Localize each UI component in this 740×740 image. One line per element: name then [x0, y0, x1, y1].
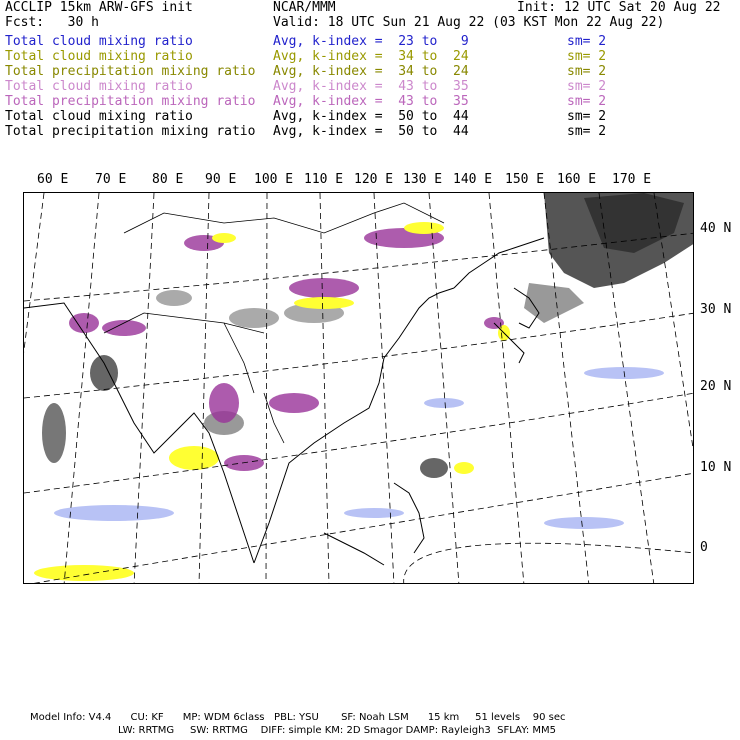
forecast-hour: Fcst: 30 h — [5, 15, 99, 30]
lon-label: 110 E — [304, 172, 344, 187]
legend-range: Avg, k-index = 50 to 44 — [273, 124, 469, 139]
legend-range: Avg, k-index = 50 to 44 — [273, 109, 469, 124]
lon-label: 130 E — [403, 172, 443, 187]
legend-field: Total precipitation mixing ratio — [5, 64, 256, 79]
lat-label: 0 — [700, 540, 708, 555]
legend-field: Total cloud mixing ratio — [5, 109, 193, 124]
lon-label: 160 E — [557, 172, 597, 187]
init-time: Init: 12 UTC Sat 20 Aug 22 — [517, 0, 721, 15]
purple-precip-shading — [69, 228, 504, 471]
lat-label: 40 N — [700, 221, 732, 236]
legend-field: Total cloud mixing ratio — [5, 34, 193, 49]
model-info-line1: Model Info: V4.4 CU: KF MP: WDM 6class PBL: YSU SF: Noah LSM 15 km 51 levels 90 sec — [30, 712, 566, 723]
map-canvas — [24, 193, 694, 584]
legend-sm: sm= 2 — [567, 34, 607, 49]
lon-label: 150 E — [505, 172, 545, 187]
lon-label: 90 E — [205, 172, 237, 187]
legend-range: Avg, k-index = 43 to 35 — [273, 94, 469, 109]
lon-label: 120 E — [354, 172, 394, 187]
blue-cloud-shading — [54, 367, 664, 529]
model-title: ACCLIP 15km ARW-GFS init — [5, 0, 193, 15]
legend-range: Avg, k-index = 43 to 35 — [273, 79, 469, 94]
lon-label: 140 E — [453, 172, 493, 187]
valid-time: Valid: 18 UTC Sun 21 Aug 22 (03 KST Mon 22 Aug 22) — [273, 15, 665, 30]
legend-sm: sm= 2 — [567, 94, 607, 109]
org-label: NCAR/MMM — [273, 0, 336, 15]
lon-label: 80 E — [152, 172, 184, 187]
legend-sm: sm= 2 — [567, 109, 607, 124]
legend-sm: sm= 2 — [567, 79, 607, 94]
legend-field: Total precipitation mixing ratio — [5, 94, 256, 109]
lon-label: 60 E — [37, 172, 69, 187]
legend-sm: sm= 2 — [567, 49, 607, 64]
lon-label: 170 E — [612, 172, 652, 187]
lon-label: 70 E — [95, 172, 127, 187]
legend-field: Total cloud mixing ratio — [5, 49, 193, 64]
legend-range: Avg, k-index = 23 to 9 — [273, 34, 469, 49]
lat-label: 10 N — [700, 460, 732, 475]
legend-sm: sm= 2 — [567, 64, 607, 79]
legend-range: Avg, k-index = 34 to 24 — [273, 64, 469, 79]
legend-field: Total cloud mixing ratio — [5, 79, 193, 94]
model-info-line2: LW: RRTMG SW: RRTMG DIFF: simple KM: 2D Smagor DAMP: Rayleigh3 SFLAY: MM5 — [118, 725, 557, 736]
legend-sm: sm= 2 — [567, 124, 607, 139]
legend-range: Avg, k-index = 34 to 24 — [273, 49, 469, 64]
map-panel — [23, 192, 694, 584]
lon-label: 100 E — [254, 172, 294, 187]
lat-label: 20 N — [700, 379, 732, 394]
lat-label: 30 N — [700, 302, 732, 317]
legend-field: Total precipitation mixing ratio — [5, 124, 256, 139]
